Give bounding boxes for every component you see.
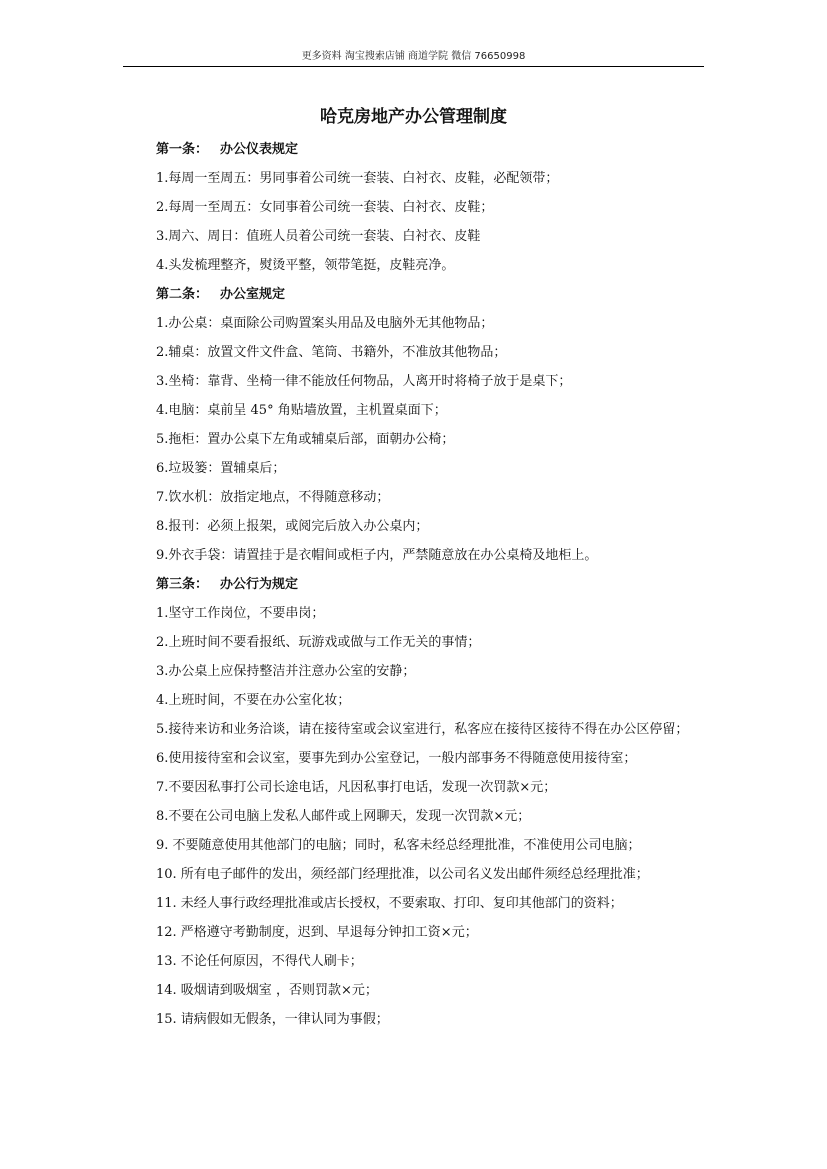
list-item: 9.外衣手袋：请置挂于是衣帽间或柜子内，严禁随意放在办公桌椅及地柜上。 bbox=[156, 548, 598, 563]
list-item: 7.饮水机：放指定地点，不得随意移动； bbox=[156, 490, 390, 505]
list-item: 4.上班时间，不要在办公室化妆； bbox=[156, 693, 351, 708]
section-heading-2 bbox=[156, 280, 696, 309]
list-item: 6.垃圾篓：置辅桌后； bbox=[156, 461, 286, 476]
section-title: 办公仪表规定 bbox=[220, 142, 299, 157]
list-item: 12. 严格遵守考勤制度，迟到、早退每分钟扣工资×元； bbox=[156, 925, 478, 940]
list-item: 7.不要因私事打公司长途电话，凡因私事打电话，发现一次罚款×元； bbox=[156, 780, 557, 795]
section-title: 办公行为规定 bbox=[220, 577, 299, 592]
section-number: 第二条： bbox=[156, 287, 209, 302]
list-item: 6.使用接待室和会议室，要事先到办公室登记，一般内部事务不得随意使用接待室； bbox=[156, 751, 637, 766]
list-item: 3.周六、周日：值班人员着公司统一套装、白衬衣、皮鞋 bbox=[156, 229, 481, 244]
list-item: 9. 不要随意使用其他部门的电脑；同时，私客未经总经理批准，不准使用公司电脑； bbox=[156, 838, 641, 853]
list-item: 8.报刊：必须上报架，或阅完后放入办公桌内； bbox=[156, 519, 429, 534]
list-item: 2.辅桌：放置文件文件盒、笔筒、书籍外，不准放其他物品； bbox=[156, 345, 507, 360]
list-item: 4.电脑：桌前呈 45° 角贴墙放置，主机置桌面下； bbox=[156, 403, 447, 418]
list-item: 11. 未经人事行政经理批准或店长授权，不要索取、打印、复印其他部门的资料； bbox=[156, 896, 623, 911]
section-number: 第一条： bbox=[156, 142, 209, 157]
list-item: 2.上班时间不要看报纸、玩游戏或做与工作无关的事情； bbox=[156, 635, 481, 650]
section-heading-3 bbox=[156, 570, 696, 599]
document-body bbox=[156, 135, 696, 1034]
list-item: 8.不要在公司电脑上发私人邮件或上网聊天，发现一次罚款×元； bbox=[156, 809, 531, 824]
list-item: 1.坚守工作岗位，不要串岗； bbox=[156, 606, 325, 621]
list-item: 5.拖柜：置办公桌下左角或辅桌后部，面朝办公椅； bbox=[156, 432, 455, 447]
list-item: 3.办公桌上应保持整洁并注意办公室的安静； bbox=[156, 664, 416, 679]
list-item: 1.办公桌：桌面除公司购置案头用品及电脑外无其他物品； bbox=[156, 316, 494, 331]
list-item: 14. 吸烟请到吸烟室 ，否则罚款×元； bbox=[156, 983, 378, 998]
list-item: 2.每周一至周五：女同事着公司统一套装、白衬衣、皮鞋； bbox=[156, 200, 494, 215]
section-number: 第三条： bbox=[156, 577, 209, 592]
list-item: 1.每周一至周五：男同事着公司统一套装、白衬衣、皮鞋，必配领带； bbox=[156, 171, 559, 186]
section-title: 办公室规定 bbox=[220, 287, 286, 302]
list-item: 13. 不论任何原因，不得代人刷卡； bbox=[156, 954, 363, 969]
page-header: 更多资料 淘宝搜索店铺 商道学院 微信 76650998 bbox=[301, 51, 526, 62]
list-item: 3.坐椅：靠背、坐椅一律不能放任何物品，人离开时将椅子放于是桌下； bbox=[156, 374, 572, 389]
list-item: 15. 请病假如无假条，一律认同为事假； bbox=[156, 1012, 389, 1027]
list-item: 5.接待来访和业务洽谈，请在接待室或会议室进行，私客应在接待区接待不得在办公区停留； bbox=[156, 722, 689, 737]
list-item: 10. 所有电子邮件的发出，须经部门经理批准，以公司名义发出邮件须经总经理批准； bbox=[156, 867, 649, 882]
header-divider bbox=[123, 66, 704, 67]
document-title: 哈克房地产办公管理制度 bbox=[320, 107, 507, 127]
section-heading-1 bbox=[156, 135, 696, 164]
list-item: 4.头发梳理整齐，熨烫平整，领带笔挺，皮鞋亮净。 bbox=[156, 258, 455, 273]
